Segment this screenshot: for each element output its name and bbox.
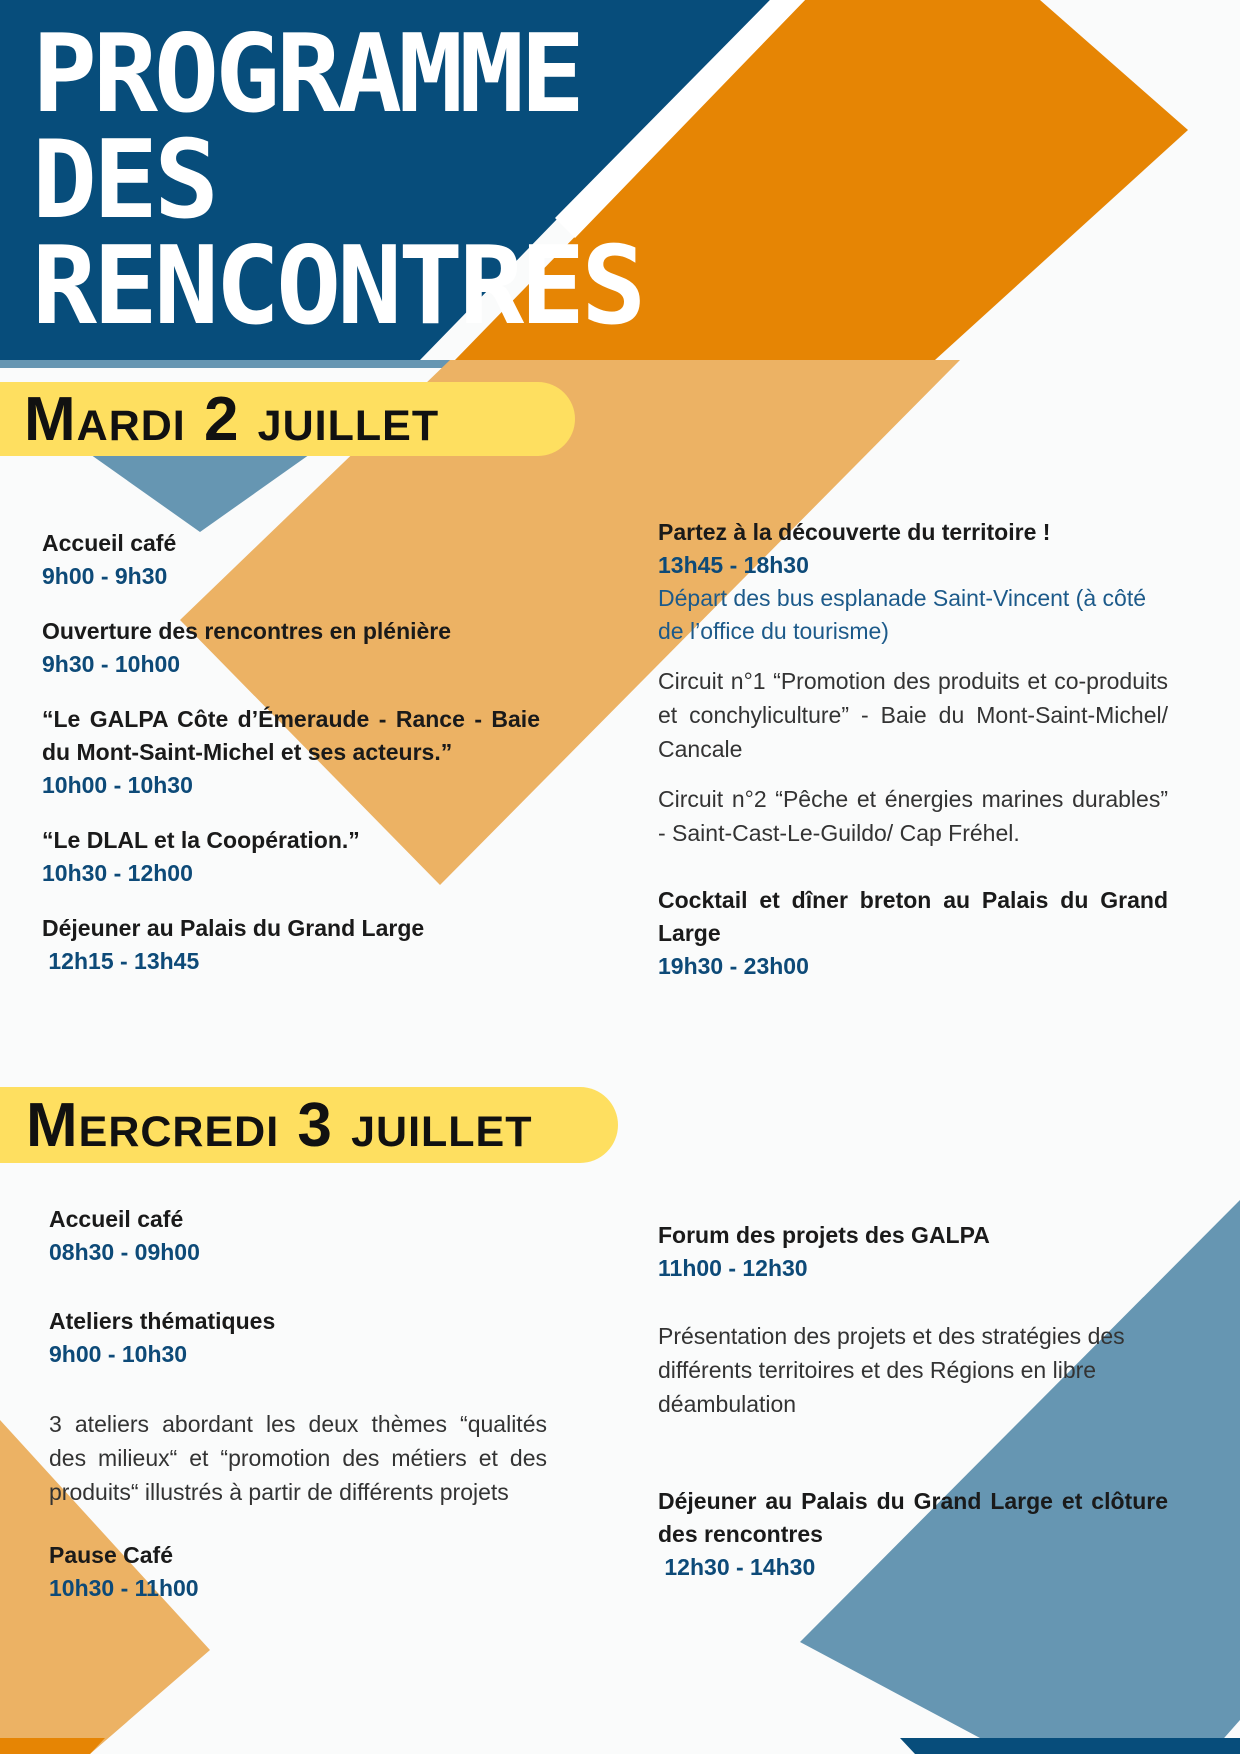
day-label-tuesday: Mardi 2 juillet: [24, 384, 440, 454]
wednesday-late-column: [658, 1219, 1168, 1584]
item-time: 10h30 - 12h00: [42, 860, 193, 886]
item-time: 13h45 - 18h30: [658, 552, 809, 578]
schedule-item: [42, 824, 540, 890]
item-time: 08h30 - 09h00: [49, 1239, 200, 1265]
item-title: Déjeuner au Palais du Grand Large et clôture des rencontres: [658, 1488, 1168, 1547]
item-time: 11h00 - 12h30: [658, 1255, 808, 1281]
item-title: Accueil café: [49, 1206, 184, 1232]
item-title: Cocktail et dîner breton au Palais du Grand Large: [658, 887, 1168, 946]
title-line-1: PROGRAMME: [32, 12, 582, 137]
item-time: 9h00 - 10h30: [49, 1341, 188, 1367]
item-subtitle: Départ des bus esplanade Saint-Vincent (à côté de l’office du tourisme): [658, 585, 1146, 644]
schedule-item: [49, 1305, 547, 1371]
item-title: Partez à la découverte du territoire !: [658, 519, 1051, 545]
day-banner-tuesday: [0, 382, 575, 456]
schedule-item-discovery: [658, 516, 1168, 648]
schedule-item: [49, 1539, 547, 1605]
item-title: Forum des projets des GALPA: [658, 1222, 990, 1248]
item-time: 12h15 - 13h45: [42, 948, 200, 974]
circuit-1-description: Circuit n°1 “Promotion des produits et co-produits et conchyliculture” - Baie du Mont-Saint-Michel/ Cancale: [658, 668, 1168, 762]
bottom-left-strip-shape: [0, 1738, 105, 1754]
item-time: 12h30 - 14h30: [658, 1554, 816, 1580]
title-line-2: DES: [32, 118, 216, 243]
tuesday-morning-column: [42, 527, 540, 978]
item-title: Accueil café: [42, 530, 177, 556]
workshops-description: 3 ateliers abordant les deux thèmes “qualités des milieux“ et “promotion des métiers et des produits“ illustrés à partir de différents projets: [49, 1411, 547, 1505]
item-title: Ateliers thématiques: [49, 1308, 276, 1334]
bottom-right-navy-strip: [900, 1738, 1240, 1754]
item-title: “Le DLAL et la Coopération.”: [42, 827, 360, 853]
wednesday-morning-column: [49, 1203, 547, 1605]
item-time: 10h00 - 10h30: [42, 772, 193, 798]
circuit-2-description: Circuit n°2 “Pêche et énergies marines durables” - Saint-Cast-Le-Guildo/ Cap Fréhel.: [658, 786, 1168, 846]
schedule-item-dinner: [658, 884, 1168, 983]
page-title: [32, 12, 643, 349]
day-banner-wednesday: [0, 1087, 618, 1163]
schedule-item: [658, 1485, 1168, 1584]
schedule-item: [658, 1219, 1168, 1285]
schedule-item: [42, 527, 540, 593]
schedule-item: [42, 912, 540, 978]
schedule-item: [42, 615, 540, 681]
forum-description: Présentation des projets et des stratégies des différents territoires et des Régions en libre déambulation: [658, 1323, 1125, 1417]
item-time: 9h00 - 9h30: [42, 563, 168, 589]
item-time: 19h30 - 23h00: [658, 953, 809, 979]
item-title: Pause Café: [49, 1542, 174, 1568]
item-time: 9h30 - 10h00: [42, 651, 181, 677]
item-time: 10h30 - 11h00: [49, 1575, 199, 1601]
title-line-3: RENCONTRES: [32, 224, 643, 349]
day-label-wednesday: Mercredi 3 juillet: [26, 1090, 533, 1160]
schedule-item: [42, 703, 540, 802]
item-title: Ouverture des rencontres en plénière: [42, 618, 452, 644]
schedule-item: [49, 1203, 547, 1269]
tuesday-afternoon-column: [658, 516, 1168, 983]
item-title: “Le GALPA Côte d’Émeraude - Rance - Baie du Mont-Saint-Michel et ses acteurs.”: [42, 706, 540, 765]
item-title: Déjeuner au Palais du Grand Large: [42, 915, 425, 941]
